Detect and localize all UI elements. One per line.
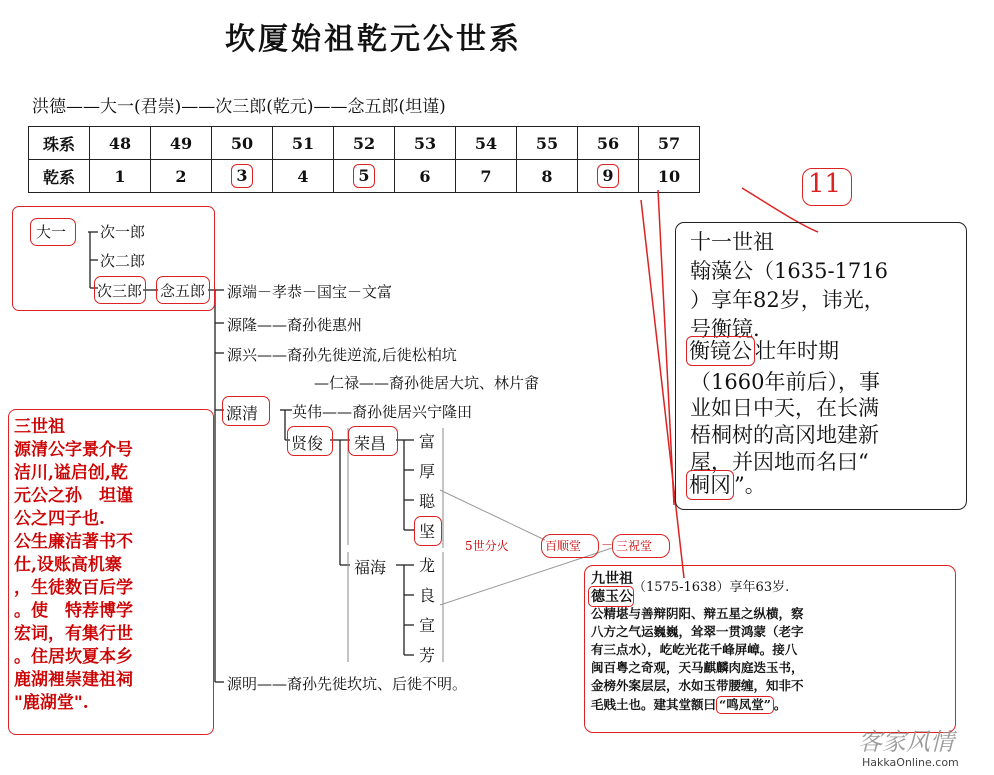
son-cong: 聪 [418,492,435,511]
node-ciyilang: 次一郎 [100,223,146,241]
hengjing-name: 衡镜公 [686,336,755,366]
branch-yuanduan: 源端－孝恭－国宝－文富 [227,283,393,301]
tang-separator: － [601,538,614,552]
gen9-head: 九世祖 [591,571,633,587]
highlight-gen-9: 9 [597,164,618,188]
gen9-line: 有三点水），屹屹光花千峰屏嶂。接八 [591,642,798,657]
gen3-line: 。住居坎夏本乡 [14,647,133,667]
gen3-line: 公之四子也. [14,509,105,529]
gen3-line: 仕,设账高机寨 [14,555,122,575]
gen3-line: 洁川,谥启创,乾 [14,463,128,483]
branch-yuanming: 源明——裔孙先徙坎坑、后徙不明。 [227,675,468,693]
gen9-line: 公精堪与善辩阴阳、辩五星之纵横，察 [591,606,804,621]
son-fang: 芳 [418,646,435,665]
gen11-line: 十一世祖 [690,230,774,254]
gen11-line [686,470,766,500]
watermark-script: 客家风情 [858,728,954,756]
node-nianwulang: 念五郎 [160,282,206,300]
tang-baishun: 百顺堂 [545,539,582,553]
son-hou: 厚 [418,462,435,481]
node-rongchang: 荣昌 [354,434,387,453]
node-dayi: 大一 [36,223,67,241]
gen11-line: 屋，并因地而名曰“ [690,450,869,474]
fenhuo-label: 5世分火 [465,539,509,553]
son-long: 龙 [418,556,435,575]
gen11-line: 翰藻公（1635-1716 [690,259,888,283]
branch-yuanxing: 源兴——裔孙先徙逆流,后徙松柏坑 [227,346,457,364]
table-cell: 48 [90,127,151,160]
table-cell: 55 [517,127,578,160]
node-yuanqing: 源清 [226,404,259,423]
table-cell: 57 [639,127,700,160]
tang-sanzhu: 三祝堂 [616,539,653,553]
gen3-line: ，生徒数百后学 [14,578,133,598]
gen3-line: "鹿湖堂". [14,693,89,713]
table-cell: 4 [273,160,334,193]
table-cell: 53 [395,127,456,160]
gen11-line: 梧桐树的高冈地建新 [690,423,879,447]
page-title: 坎厦始祖乾元公世系 [225,22,522,57]
table-cell: 51 [273,127,334,160]
highlight-gen-5: 5 [353,164,374,188]
table-cell: 52 [334,127,395,160]
branch-yuanlong: 源隆——裔孙徙惠州 [227,316,363,334]
table-cell: 7 [456,160,517,193]
gen11-text: 壮年时期 [755,339,839,363]
tonggang-name: 桐冈 [686,470,734,500]
gen11-line [686,336,839,366]
table-cell: 10 [639,160,700,193]
mingfeng-name: “鸣凤堂” [716,696,774,714]
gen9-line: 金榜外案层层，水如玉带腰缠，知非不 [591,678,804,693]
gen11-text: ”。 [734,473,766,497]
gen9-line: 闽百粤之奇观，天马麒麟肉庭迭玉书， [591,660,804,675]
highlight-gen-3: 3 [231,164,252,188]
gen3-line: 元公之孙 坦谨 [14,486,133,506]
watermark-site: HakkaOnline.com [862,756,959,769]
node-fuhai: 福海 [354,558,387,577]
table-cell: 49 [151,127,212,160]
table-cell: 56 [578,127,639,160]
node-cierlang: 次二郎 [100,252,146,270]
table-cell: 54 [456,127,517,160]
gen9-text: 。 [773,697,787,712]
gen3-line: 三世祖 [14,417,65,437]
son-fu: 富 [418,432,435,451]
gen11-line: （1660年前后），事 [690,370,880,394]
table-cell: 1 [90,160,151,193]
table-cell: 6 [395,160,456,193]
row-label: 珠系 [29,127,90,160]
row-label: 乾系 [29,160,90,193]
gen9-text: 毛贱土也。建其堂额曰 [591,697,717,712]
node-xianjun: 贤俊 [291,434,324,453]
gen3-line: 宏词，有集行世 [14,624,133,644]
gen3-line: 源清公字景介号 [14,440,133,460]
branch-yingwei: 英伟——裔孙徙居兴宁隆田 [292,403,473,421]
gen3-line: 公生廉洁著书不 [14,532,133,552]
son-xuan: 宣 [418,616,435,635]
branch-renlu: —仁禄——裔孙徙居大坑、林片畬 [314,374,540,392]
gen9-name: 德玉公 [591,589,633,605]
gen3-line: 。使 特荐博学 [14,601,133,621]
table-cell: 2 [151,160,212,193]
gen9-line: 八方之气运巍巍，耸翠一贯鸿蒙（老字 [591,624,804,639]
table-cell: 50 [212,127,273,160]
gen3-line: 鹿湖裡崇建祖祠 [14,670,133,690]
son-liang: 良 [418,586,435,605]
gen11-line: 业如日中天，在长满 [690,396,879,420]
son-jian: 坚 [418,522,435,541]
table-cell: 8 [517,160,578,193]
node-cisanlang: 次三郎 [97,282,143,300]
gen11-line: 号衡镜. [690,317,760,341]
gen11-badge: 11 [808,169,842,199]
gen11-line: ）享年82岁，讳光， [690,288,885,312]
gen9-line [591,696,786,714]
lineage-line: 洪德——大一(君崇)——次三郎(乾元)——念五郎(坦谨) [32,97,446,117]
gen9-dates: （1575-1638）享年63岁. [633,580,790,595]
